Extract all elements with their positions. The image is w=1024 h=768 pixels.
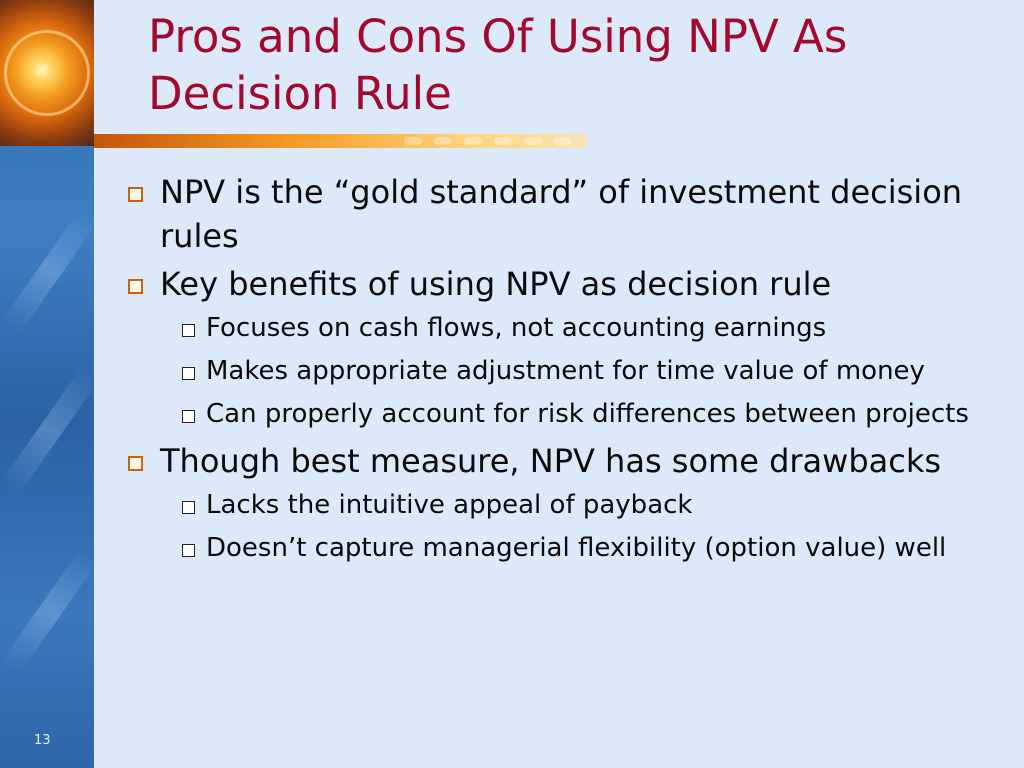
sub-bullet-text: Makes appropriate adjustment for time value of money: [206, 356, 925, 386]
square-bullet-icon: [182, 367, 195, 380]
decorative-streak: [1, 367, 94, 494]
square-bullet-icon: [182, 410, 195, 423]
sub-bullet-item: [122, 530, 1002, 567]
bullet-item: [122, 262, 1002, 306]
decorative-streak: [1, 547, 94, 674]
sub-bullet-text: Doesn’t capture managerial flexibility (option value) well: [206, 533, 947, 563]
square-bullet-icon: [128, 456, 143, 471]
decorative-dot: [554, 137, 572, 145]
decorative-dot: [494, 137, 512, 145]
sub-bullet-text: Focuses on cash flows, not accounting earnings: [206, 313, 827, 343]
slide-page-number: 13: [34, 733, 51, 748]
decorative-streak: [1, 207, 94, 334]
decorative-dot: [464, 137, 482, 145]
bullet-text: Key benefits of using NPV as decision rule: [160, 265, 832, 303]
square-bullet-icon: [182, 501, 195, 514]
bullet-item: [122, 170, 1002, 258]
sub-bullet-item: [122, 487, 1002, 524]
decorative-dot: [404, 137, 422, 145]
bullet-item: [122, 439, 1002, 483]
decorative-ring: [4, 30, 90, 116]
square-bullet-icon: [128, 279, 143, 294]
slide-title: Pros and Cons Of Using NPV As Decision Rule: [148, 10, 848, 120]
bullet-text: Though best measure, NPV has some drawbacks: [160, 442, 942, 480]
title-underline-bar: [94, 134, 586, 148]
square-bullet-icon: [182, 544, 195, 557]
sub-bullet-text: Lacks the intuitive appeal of payback: [206, 490, 693, 520]
sub-bullet-item: [122, 396, 1002, 433]
sub-bullet-item: [122, 353, 1002, 390]
sub-bullet-item: [122, 310, 1002, 347]
square-bullet-icon: [128, 187, 143, 202]
bullet-list: [122, 170, 1002, 573]
sub-bullet-text: Can properly account for risk differences between projects: [206, 399, 969, 429]
decorative-sun-graphic: [0, 0, 94, 146]
decorative-dot: [524, 137, 542, 145]
bullet-text: NPV is the “gold standard” of investment decision rules: [160, 173, 963, 255]
decorative-dot: [434, 137, 452, 145]
square-bullet-icon: [182, 324, 195, 337]
